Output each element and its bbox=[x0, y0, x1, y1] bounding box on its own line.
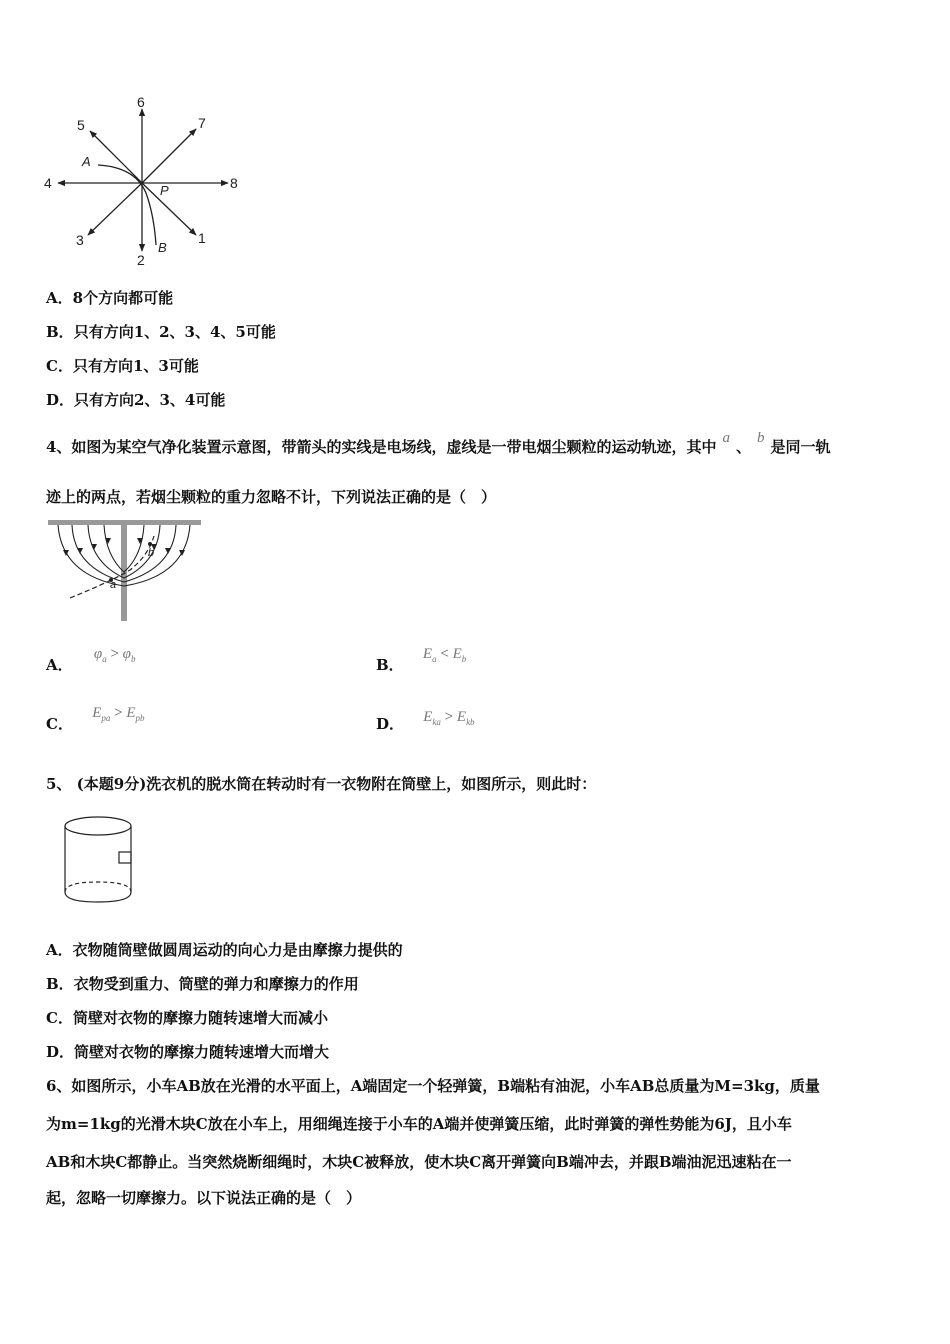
direction-3-arrow bbox=[88, 183, 142, 235]
q3-option-a: A．8个方向都可能 bbox=[46, 289, 174, 307]
label-5: 5 bbox=[77, 117, 85, 133]
q3-option-b: B．只有方向1、2、3、4、5可能 bbox=[46, 323, 276, 341]
clothing-item bbox=[119, 852, 131, 863]
point-b-label: b bbox=[148, 547, 155, 559]
q4-option-a: A． $\varphi_a > \varphi_b$ bbox=[46, 646, 136, 674]
top-plate bbox=[48, 520, 201, 525]
point-b-label: B bbox=[158, 240, 167, 255]
direction-7-arrow bbox=[142, 129, 196, 183]
label-1: 1 bbox=[198, 230, 206, 246]
label-6: 6 bbox=[137, 95, 145, 110]
q4-stem-line1: 4、如图为某空气净化装置示意图，带箭头的实线是电场线，虚线是一带电烟尘颗粒的运动轨迹，其中 a 、 b 是同一轨 bbox=[46, 430, 831, 456]
label-2: 2 bbox=[137, 252, 145, 268]
direction-5-arrow bbox=[90, 131, 142, 183]
q3-option-d: D．只有方向2、3、4可能 bbox=[46, 391, 226, 409]
q4-stem-line2: 迹上的两点，若烟尘颗粒的重力忽略不计，下列说法正确的是（ ） bbox=[46, 488, 497, 506]
q5-option-c: C．筒壁对衣物的摩擦力随转速增大而减小 bbox=[46, 1009, 328, 1027]
drum-diagram bbox=[60, 812, 140, 908]
q6-line-2: 为m=1kg的光滑木块C放在小车上，用细绳连接于小车的A端并使弹簧压缩，此时弹簧的弹性势能为6J，且小车 bbox=[46, 1115, 792, 1133]
point-b bbox=[148, 542, 152, 546]
label-4: 4 bbox=[44, 175, 52, 191]
direction-diagram bbox=[40, 95, 250, 270]
label-7: 7 bbox=[198, 115, 206, 131]
label-8: 8 bbox=[230, 175, 238, 191]
point-a-label: a bbox=[110, 579, 117, 591]
q5-option-a: A．衣物随筒壁做圆周运动的向心力是由摩擦力提供的 bbox=[46, 941, 403, 959]
q5-option-b: B．衣物受到重力、筒壁的弹力和摩擦力的作用 bbox=[46, 975, 359, 993]
point-p-label: P bbox=[160, 183, 169, 198]
q4-option-b: B． $E_a < E_b$ bbox=[376, 646, 467, 674]
air-purifier-diagram bbox=[44, 516, 206, 624]
q4-option-c: C． $E_{pa} > E_{pb}$ bbox=[46, 705, 145, 733]
q5-stem: 5、 (本题9分)洗衣机的脱水筒在转动时有一衣物附在筒壁上，如图所示，则此时： bbox=[46, 775, 597, 793]
q3-option-c: C．只有方向1、3可能 bbox=[46, 357, 199, 375]
point-a-label: A bbox=[82, 154, 91, 169]
direction-1-arrow bbox=[142, 183, 196, 235]
q6-line-1: 6、如图所示，小车AB放在光滑的水平面上，A端固定一个轻弹簧，B端粘有油泥，小车AB总质量为M=3kg，质量 bbox=[46, 1077, 820, 1095]
q6-line-4: 起，忽略一切摩擦力。以下说法正确的是（ ） bbox=[46, 1189, 362, 1207]
label-3: 3 bbox=[76, 232, 84, 248]
q4-option-d: D． $E_{ka} > E_{kb}$ bbox=[376, 709, 475, 733]
q6-line-3: AB和木块C都静止。当突然烧断细绳时，木块C被释放，使木块C离开弹簧向B端冲去，并跟B端油泥迅速粘在一 bbox=[46, 1153, 792, 1171]
q5-option-d: D．筒壁对衣物的摩擦力随转速增大而增大 bbox=[46, 1043, 330, 1061]
